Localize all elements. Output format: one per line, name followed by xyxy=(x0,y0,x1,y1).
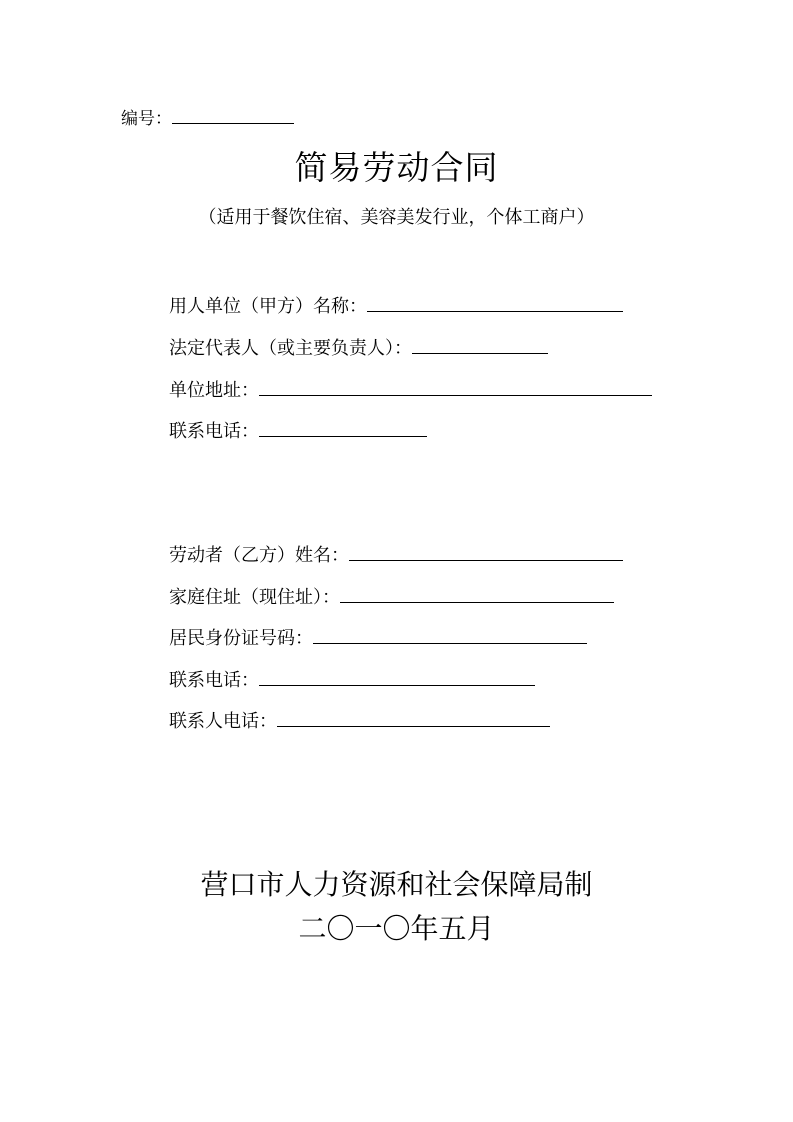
legal-representative-input[interactable] xyxy=(412,336,548,354)
employee-id-input[interactable] xyxy=(313,626,587,644)
legal-representative-label: 法定代表人（或主要负责人）： xyxy=(169,338,412,359)
employer-address-input[interactable] xyxy=(259,378,652,396)
employer-phone-label: 联系电话： xyxy=(169,421,259,442)
page-title: 简易劳动合同 xyxy=(294,148,499,187)
employee-name-input[interactable] xyxy=(349,543,623,561)
issuer: 营口市人力资源和社会保障局制 xyxy=(200,868,593,901)
employee-address-input[interactable] xyxy=(340,585,614,603)
employee-name-row xyxy=(169,543,623,568)
serial-number-label: 编号： xyxy=(121,109,172,129)
emergency-contact-phone-input[interactable] xyxy=(277,709,550,727)
employee-id-label: 居民身份证号码： xyxy=(169,628,313,649)
serial-number-input[interactable] xyxy=(172,106,294,124)
employer-phone-input[interactable] xyxy=(259,419,427,437)
employer-name-row xyxy=(169,294,623,319)
legal-representative-row xyxy=(169,336,548,361)
page-subtitle: （适用于餐饮住宿、美容美发行业，个体工商户） xyxy=(198,207,595,228)
emergency-contact-phone-label: 联系人电话： xyxy=(169,711,277,732)
employee-phone-label: 联系电话： xyxy=(169,670,259,691)
employee-phone-input[interactable] xyxy=(259,668,535,686)
employer-address-label: 单位地址： xyxy=(169,380,259,401)
employee-phone-row xyxy=(169,668,535,693)
serial-number-row xyxy=(121,106,294,131)
employer-name-input[interactable] xyxy=(367,294,623,312)
issue-date: 二〇一〇年五月 xyxy=(298,912,495,945)
employee-id-row xyxy=(169,626,587,651)
employee-address-row xyxy=(169,585,614,610)
emergency-contact-phone-row xyxy=(169,709,550,734)
employer-name-label: 用人单位（甲方）名称： xyxy=(169,296,367,317)
employer-address-row xyxy=(169,378,652,403)
employee-name-label: 劳动者（乙方）姓名： xyxy=(169,545,349,566)
employee-address-label: 家庭住址（现住址）： xyxy=(169,587,340,608)
employer-phone-row xyxy=(169,419,427,444)
